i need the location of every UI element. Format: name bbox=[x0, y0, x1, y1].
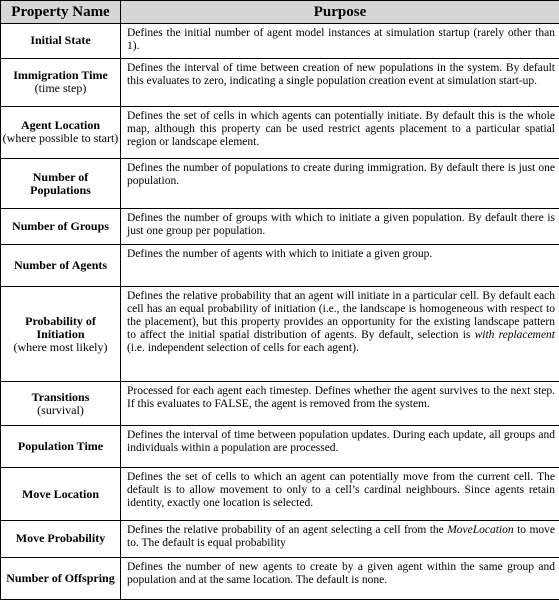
table-row bbox=[1, 287, 559, 382]
property-name-cell bbox=[1, 381, 121, 425]
purpose-cell: Defines the initial number of agent model instances at simulation startup (rarely other than 1). bbox=[121, 24, 559, 59]
property-name-cell bbox=[1, 557, 121, 599]
table-row bbox=[1, 468, 559, 521]
property-name: Initial State bbox=[30, 33, 91, 48]
property-subtitle: (survival) bbox=[37, 402, 84, 417]
table-row bbox=[1, 158, 559, 209]
purpose-cell: Defines the set of cells to which an agent can potentially move from the current cell. The default is to allow movement to only to a cell’s cardinal neighbours. Since agents retain identity, exactly one location is selected. bbox=[121, 468, 559, 521]
purpose-cell: Processed for each agent each timestep. Defines whether the agent survives to the next step. If this evaluates to FALSE, the agent is removed from the system. bbox=[121, 381, 559, 425]
purpose-cell: Defines the number of new agents to create by a given agent within the same group and population and at the same location. The default is none. bbox=[121, 557, 559, 599]
header-property-name: Property Name bbox=[1, 1, 121, 24]
purpose-text: Defines the relative probability that an agent will initiate in a particular cell. By default each cell has an equal probability of initiation (i.e., the landscape is homogeneous with respect to the placement), but this property provides an opportunity for the existing landscape pattern to affect the initial spatial distribution of agents. By default, selection is bbox=[127, 290, 555, 342]
property-name-cell bbox=[1, 468, 121, 521]
purpose-cell: Defines the set of cells in which agents can potentially initiate. By default this is the whole map, although this property can be used restrict agents placement to a particular spatial region or landscape element. bbox=[121, 107, 559, 159]
table-row bbox=[1, 245, 559, 287]
property-name-cell bbox=[1, 209, 121, 245]
purpose-emphasis: with replacement bbox=[474, 329, 555, 342]
property-name: Number of Agents bbox=[13, 258, 108, 273]
table-row bbox=[1, 107, 559, 159]
property-subtitle: (where possible to start) bbox=[2, 131, 119, 146]
header-row bbox=[1, 1, 559, 24]
property-subtitle: (time step) bbox=[34, 81, 87, 96]
table-row bbox=[1, 209, 559, 245]
property-name-cell bbox=[1, 58, 121, 106]
property-name: Transitions bbox=[31, 389, 90, 404]
purpose-cell: Defines the number of agents with which to initiate a given group. bbox=[121, 245, 559, 287]
property-name: Move Probability bbox=[15, 531, 106, 546]
purpose-cell: Defines the number of groups with which to initiate a given population. By default there is just one group per population. bbox=[121, 209, 559, 245]
property-name-cell bbox=[1, 426, 121, 468]
property-subtitle: (where most likely) bbox=[13, 339, 108, 354]
purpose-cell: Defines the number of populations to create during immigration. By default there is just one population. bbox=[121, 158, 559, 209]
property-name-cell bbox=[1, 245, 121, 287]
table-row bbox=[1, 24, 559, 59]
property-name: Number of Offspring bbox=[6, 570, 115, 585]
property-name-cell bbox=[1, 24, 121, 59]
property-name-cell bbox=[1, 287, 121, 382]
purpose-emphasis: MoveLocation bbox=[447, 523, 514, 536]
property-name: Number of Groups bbox=[12, 219, 109, 234]
table-row bbox=[1, 381, 559, 425]
property-name: Number of Populations bbox=[30, 169, 91, 197]
purpose-text: (i.e. independent selection of cells for each agent). bbox=[127, 342, 359, 355]
table-row bbox=[1, 557, 559, 599]
purpose-cell: Defines the interval of time between creation of new populations in the system. By default this evaluates to zero, indicating a single population creation event at simulation start-up. bbox=[121, 58, 559, 106]
header-purpose: Purpose bbox=[121, 1, 559, 24]
purpose-cell bbox=[121, 287, 559, 382]
property-name-cell bbox=[1, 107, 121, 159]
property-name: Move Location bbox=[22, 486, 99, 501]
property-name: Agent Location bbox=[21, 118, 100, 133]
property-name-cell bbox=[1, 158, 121, 209]
purpose-text: Defines the relative probability of an agent selecting a cell from the bbox=[127, 523, 448, 536]
property-name: Immigration Time bbox=[13, 68, 108, 83]
property-name-cell bbox=[1, 520, 121, 557]
purpose-cell: Defines the interval of time between population updates. During each update, all groups and individuals within a population are processed. bbox=[121, 426, 559, 468]
purpose-text: to move to. The default is equal probability bbox=[127, 523, 555, 549]
property-name: Probability of Initiation bbox=[25, 313, 96, 341]
property-name: Population Time bbox=[17, 439, 104, 454]
purpose-cell bbox=[121, 520, 559, 557]
table-row bbox=[1, 520, 559, 557]
table-row bbox=[1, 426, 559, 468]
table-row bbox=[1, 58, 559, 106]
